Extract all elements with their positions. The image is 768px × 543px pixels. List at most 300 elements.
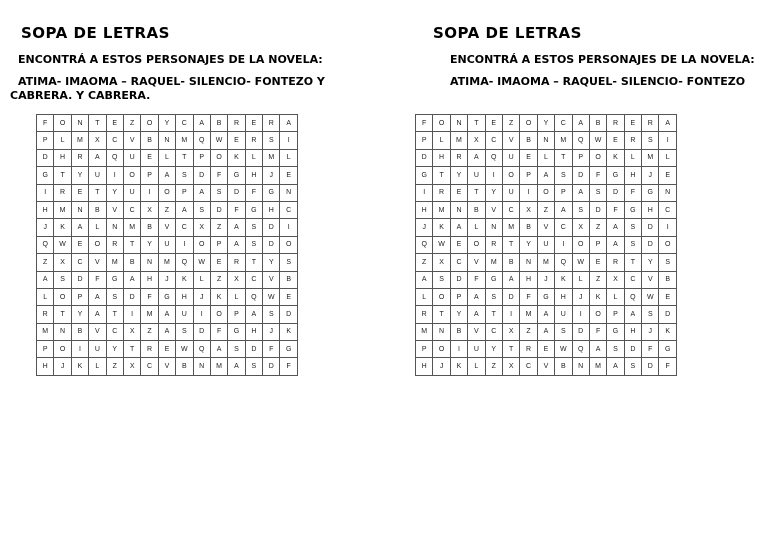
grid-cell: R [433,184,450,201]
grid-cell: K [280,323,297,340]
grid-cell: G [607,167,624,184]
grid-cell: Z [416,254,433,271]
worksheet-title: SOPA DE LETRAS [21,24,170,42]
grid-cell: M [54,201,71,218]
grid-cell: D [416,149,433,166]
grid-cell: Q [572,341,589,358]
grid-cell: O [468,236,485,253]
grid-cell: P [37,341,54,358]
grid-cell: I [106,167,123,184]
grid-cell: Z [520,323,537,340]
grid-cell: M [37,323,54,340]
grid-cell: R [106,236,123,253]
grid-cell: O [210,306,227,323]
grid-cell: A [468,149,485,166]
grid-cell: C [485,323,502,340]
grid-cell: C [106,323,123,340]
grid-cell: T [555,149,572,166]
grid-cell: F [89,271,106,288]
grid-cell: E [280,167,297,184]
grid-cell: U [502,149,519,166]
grid-cell: J [54,358,71,375]
grid-cell: O [589,306,606,323]
grid-cell: A [158,323,175,340]
grid-cell: Q [572,132,589,149]
grid-cell: P [71,288,88,305]
grid-cell: L [54,132,71,149]
grid-cell: V [642,271,659,288]
grid-cell: Q [37,236,54,253]
grid-cell: O [54,341,71,358]
grid-cell: A [280,115,297,132]
grid-cell: E [520,149,537,166]
grid-cell: C [106,132,123,149]
worksheet-title: SOPA DE LETRAS [433,24,582,42]
grid-cell: D [228,184,245,201]
grid-cell: L [228,288,245,305]
grid-cell: J [642,167,659,184]
grid-cell: P [416,341,433,358]
grid-cell: H [37,358,54,375]
character-list: ATIMA- IMAOMA – RAQUEL- SILENCIO- FONTEZO Y CABRERA. Y CABRERA. [10,75,325,102]
grid-cell: O [433,341,450,358]
grid-cell: L [433,132,450,149]
grid-cell: U [555,306,572,323]
grid-cell: H [245,167,262,184]
grid-cell: S [176,167,193,184]
grid-cell: R [520,341,537,358]
grid-cell: L [537,149,554,166]
grid-cell: F [468,271,485,288]
grid-cell: A [89,288,106,305]
grid-cell: F [210,323,227,340]
grid-cell: I [123,306,140,323]
grid-cell: O [589,149,606,166]
grid-cell: K [71,358,88,375]
grid-cell: D [642,358,659,375]
grid-cell: M [176,132,193,149]
grid-cell: A [158,167,175,184]
grid-cell: W [555,341,572,358]
grid-cell: D [263,219,280,236]
grid-cell: A [502,271,519,288]
grid-cell: P [193,149,210,166]
grid-cell: W [263,288,280,305]
grid-cell: K [659,323,676,340]
grid-cell: Y [71,167,88,184]
grid-cell: O [659,236,676,253]
grid-cell: S [210,184,227,201]
grid-cell: O [89,236,106,253]
grid-row [416,254,677,271]
grid-cell: D [502,288,519,305]
grid-cell: K [176,271,193,288]
word-search-grid [36,114,298,376]
grid-cell: J [537,271,554,288]
grid-cell: A [89,149,106,166]
grid-cell: X [141,201,158,218]
grid-cell: X [123,358,140,375]
grid-cell: M [485,254,502,271]
grid-cell: U [468,341,485,358]
grid-cell: T [89,184,106,201]
grid-cell: F [263,341,280,358]
grid-cell: L [245,149,262,166]
grid-cell: T [468,115,485,132]
grid-cell: G [537,288,554,305]
grid-cell: S [228,341,245,358]
grid-cell: K [54,219,71,236]
grid-cell: I [485,167,502,184]
grid-cell: K [450,358,467,375]
grid-cell: T [123,236,140,253]
grid-cell: X [54,254,71,271]
grid-cell: G [228,167,245,184]
grid-cell: O [433,115,450,132]
grid-cell: T [245,254,262,271]
grid-cell: A [228,236,245,253]
grid-cell: O [158,184,175,201]
grid-row [416,288,677,305]
grid-cell: C [71,254,88,271]
grid-cell: C [280,201,297,218]
grid-cell: M [106,254,123,271]
grid-cell: G [485,271,502,288]
grid-cell: V [537,358,554,375]
grid-cell: A [607,358,624,375]
grid-cell: V [106,201,123,218]
grid-cell: Z [210,219,227,236]
grid-cell: S [659,254,676,271]
grid-cell: A [450,219,467,236]
grid-cell: U [89,167,106,184]
grid-cell: T [468,184,485,201]
grid-cell: P [555,184,572,201]
grid-row [416,306,677,323]
grid-cell: J [642,323,659,340]
grid-cell: B [520,219,537,236]
grid-cell: F [589,323,606,340]
grid-cell: A [555,201,572,218]
grid-cell: Q [176,254,193,271]
grid-cell: S [624,358,641,375]
grid-cell: G [280,341,297,358]
grid-cell: D [607,184,624,201]
grid-cell: Q [245,288,262,305]
grid-cell: S [555,167,572,184]
grid-cell: X [468,132,485,149]
grid-cell: S [485,288,502,305]
grid-cell: A [158,306,175,323]
grid-cell: Z [589,271,606,288]
grid-cell: O [193,236,210,253]
grid-cell: V [485,201,502,218]
grid-cell: S [624,236,641,253]
grid-cell: P [607,306,624,323]
grid-cell: W [210,132,227,149]
grid-cell: G [624,201,641,218]
grid-row [37,115,298,132]
grid-cell: B [589,115,606,132]
grid-cell: S [607,341,624,358]
grid-cell: N [71,201,88,218]
grid-cell: Q [624,288,641,305]
grid-cell: A [228,358,245,375]
grid-cell: H [520,271,537,288]
grid-cell: A [245,306,262,323]
grid-row [416,115,677,132]
grid-cell: I [659,132,676,149]
grid-cell: R [245,132,262,149]
grid-cell: C [520,358,537,375]
grid-cell: D [642,236,659,253]
grid-cell: Z [37,254,54,271]
grid-cell: I [416,184,433,201]
grid-cell: I [176,236,193,253]
grid-cell: E [659,288,676,305]
grid-cell: S [642,306,659,323]
grid-cell: L [416,288,433,305]
grid-cell: Y [106,341,123,358]
grid-cell: R [607,254,624,271]
grid-cell: S [280,254,297,271]
grid-cell: W [642,288,659,305]
grid-cell: D [280,306,297,323]
grid-row [416,236,677,253]
grid-cell: I [280,132,297,149]
grid-cell: K [433,219,450,236]
grid-cell: B [210,115,227,132]
grid-cell: R [54,184,71,201]
grid-cell: S [106,288,123,305]
grid-cell: X [502,323,519,340]
grid-cell: U [468,167,485,184]
grid-cell: E [210,254,227,271]
grid-cell: U [123,184,140,201]
grid-cell: G [228,323,245,340]
grid-cell: T [176,149,193,166]
grid-cell: E [659,167,676,184]
grid-cell: D [263,358,280,375]
grid-cell: I [555,236,572,253]
grid-cell: H [416,201,433,218]
grid-cell: J [433,358,450,375]
grid-cell: M [502,219,519,236]
grid-cell: P [228,306,245,323]
grid-cell: Y [263,254,280,271]
grid-cell: I [37,184,54,201]
grid-cell: H [54,149,71,166]
grid-row [37,306,298,323]
grid-cell: I [141,184,158,201]
grid-cell: F [416,115,433,132]
grid-cell: E [485,115,502,132]
grid-cell: K [228,149,245,166]
grid-cell: C [450,254,467,271]
grid-cell: S [245,358,262,375]
grid-cell: J [572,288,589,305]
grid-cell: B [141,132,158,149]
grid-row [37,132,298,149]
grid-cell: X [123,323,140,340]
grid-cell: A [659,115,676,132]
grid-cell: E [589,254,606,271]
grid-cell: B [71,323,88,340]
grid-cell: I [502,306,519,323]
grid-row [37,254,298,271]
grid-cell: N [433,323,450,340]
grid-cell: P [589,236,606,253]
word-search-grid [415,114,677,376]
grid-cell: I [450,341,467,358]
worksheet-instructions: ENCONTRÁ A ESTOS PERSONAJES DE LA NOVELA: [450,53,755,66]
grid-cell: S [555,323,572,340]
grid-cell: E [450,184,467,201]
grid-cell: E [280,288,297,305]
grid-cell: A [37,271,54,288]
grid-cell: C [245,271,262,288]
grid-cell: P [572,149,589,166]
grid-cell: Y [158,115,175,132]
grid-cell: Y [450,167,467,184]
grid-cell: L [607,288,624,305]
grid-cell: I [280,219,297,236]
grid-cell: S [589,184,606,201]
grid-cell: D [71,271,88,288]
grid-cell: C [624,271,641,288]
grid-cell: A [71,219,88,236]
grid-cell: T [123,341,140,358]
grid-cell: Y [71,306,88,323]
grid-row [37,149,298,166]
grid-cell: Q [193,341,210,358]
grid-cell: L [468,358,485,375]
grid-cell: R [263,115,280,132]
grid-cell: A [468,306,485,323]
grid-cell: F [624,184,641,201]
grid-cell: B [280,271,297,288]
grid-cell: C [555,115,572,132]
grid-cell: W [193,254,210,271]
grid-cell: O [141,115,158,132]
grid-row [37,288,298,305]
grid-cell: E [158,341,175,358]
grid-cell: A [89,306,106,323]
grid-cell: A [176,201,193,218]
grid-cell: J [416,219,433,236]
grid-cell: A [607,219,624,236]
grid-cell: M [123,219,140,236]
grid-cell: B [141,219,158,236]
grid-cell: Z [502,115,519,132]
grid-cell: V [468,254,485,271]
grid-cell: Y [141,236,158,253]
grid-cell: L [659,149,676,166]
grid-cell: W [54,236,71,253]
grid-cell: U [537,236,554,253]
grid-cell: C [176,219,193,236]
grid-cell: Y [520,236,537,253]
grid-cell: V [89,254,106,271]
grid-cell: X [607,271,624,288]
grid-cell: O [537,184,554,201]
grid-cell: E [624,115,641,132]
grid-cell: J [37,219,54,236]
grid-cell: X [502,358,519,375]
grid-cell: U [89,341,106,358]
grid-cell: M [158,254,175,271]
grid-cell: N [280,184,297,201]
grid-cell: H [141,271,158,288]
grid-cell: G [642,184,659,201]
grid-cell: J [263,323,280,340]
grid-cell: M [210,358,227,375]
grid-cell: S [263,132,280,149]
grid-cell: D [642,219,659,236]
grid-cell: F [141,288,158,305]
grid-cell: S [245,219,262,236]
grid-cell: T [624,254,641,271]
grid-cell: G [158,288,175,305]
grid-cell: S [176,323,193,340]
grid-cell: S [54,271,71,288]
grid-cell: I [71,341,88,358]
grid-cell: M [433,201,450,218]
grid-cell: Y [642,254,659,271]
grid-cell: D [263,236,280,253]
grid-row [416,323,677,340]
grid-cell: U [176,306,193,323]
grid-cell: Q [416,236,433,253]
grid-cell: O [520,115,537,132]
grid-cell: V [263,271,280,288]
grid-cell: Z [123,115,140,132]
grid-cell: N [450,115,467,132]
grid-cell: E [537,341,554,358]
grid-cell: V [537,219,554,236]
grid-cell: P [416,132,433,149]
grid-cell: D [210,201,227,218]
grid-cell: F [520,288,537,305]
grid-cell: I [572,306,589,323]
grid-cell: Z [158,201,175,218]
grid-row [416,184,677,201]
grid-cell: F [245,184,262,201]
grid-cell: T [485,306,502,323]
grid-cell: H [176,288,193,305]
grid-cell: D [123,288,140,305]
grid-cell: L [468,219,485,236]
grid-cell: D [450,271,467,288]
grid-cell: O [54,288,71,305]
grid-cell: S [572,201,589,218]
grid-cell: C [659,201,676,218]
grid-cell: K [607,149,624,166]
grid-cell: F [228,201,245,218]
grid-cell: M [555,132,572,149]
grid-cell: K [210,288,227,305]
grid-cell: G [37,167,54,184]
grid-row [37,358,298,375]
grid-cell: Y [485,184,502,201]
grid-cell: X [228,271,245,288]
grid-cell: A [193,115,210,132]
grid-cell: J [193,288,210,305]
grid-cell: H [37,201,54,218]
grid-row [37,219,298,236]
grid-cell: A [572,115,589,132]
grid-cell: S [433,271,450,288]
